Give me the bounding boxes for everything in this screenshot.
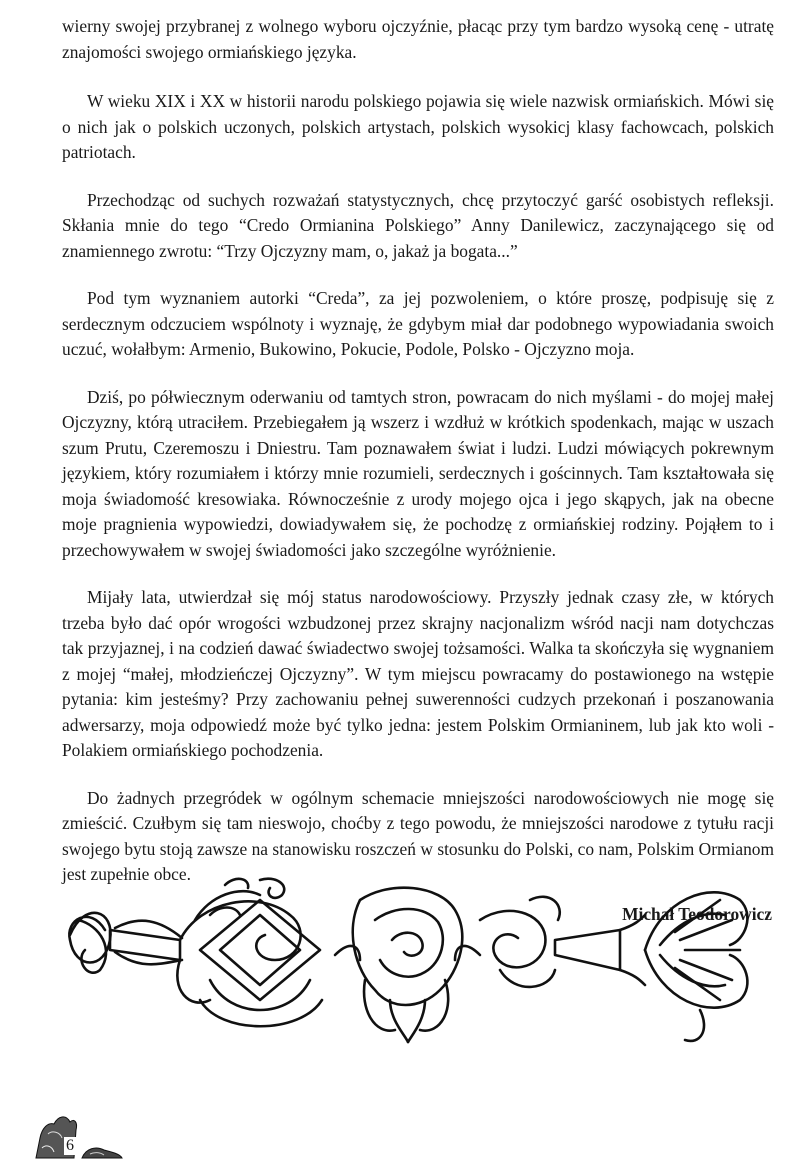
article-body — [62, 14, 774, 925]
paragraph-7: Do żadnych przegródek w ogólnym schemacie mniejszości narodowościowych nie mogę się zmieścić. Czułbym się tam nieswojo, choćby z tego powodu, że mniejszości narodowe z tytułu racji swojego bytu stoją zawsze na stanowisku roszczeń w stosunku do Polski, co nam, Polskim Ormianom jest zupełnie obce. — [62, 787, 774, 884]
author-signature: Michał Teodorowicz — [622, 903, 772, 924]
paragraph-2: W wieku XIX i XX w historii narodu polskiego pojawia się wiele nazwisk ormiańskich. Mówi się o nich jak o polskich uczonych, polskich artystach, polskich wysokicj klasy fachowcach, polskich patriotach. — [62, 91, 774, 162]
paragraph-1: wierny swojej przybranej z wolnego wyboru ojczyźnie, płacąc przy tym bardzo wysoką cenę - utratę znajomości swojego ormiańskiego języka. — [62, 16, 774, 62]
page-number: 6 — [66, 1137, 74, 1154]
paragraph-6: Mijały lata, utwierdzał się mój status narodowościowy. Przyszły jednak czasy złe, w których trzeba było dać opór wrogości wzbudzonej przez skrajny nacjonalizm wśród nacji nam dotychczas tak przyjaznej, i na codzień dawać świadectwo swojej tożsamości. Walka ta skończyła się wygnaniem z mojej “małej, młodzieńczej Ojczyzny”. W tym miejscu powracamy do postawionego na wstępie pytania: kim jesteśmy? Przy zachowaniu pełnej suwerenności cudzych przekonań i poszanowania adwersarzy, moja odpowiedź może być tylko jedna: jestem Polskim Ormianinem, lub jak kto woli - Polakiem ormiańskiego pochodzenia. — [62, 587, 774, 760]
corner-rock-ornament-icon — [34, 1108, 124, 1160]
paragraph-4: Pod tym wyznaniem autorki “Creda”, za jej pozwoleniem, o które proszę, podpisuję się z serdecznym odczuciem wspólnoty i wyznaję, że gdybym miał dar podobnego wypowiadania swoich uczuć, wołałbym: Armenio, Bukowino, Pokucie, Podole, Polsko - Ojczyzno moja. — [62, 288, 774, 359]
paragraph-5: Dziś, po półwiecznym oderwaniu od tamtych stron, powracam do nich myślami - do mojej małej Ojczyzny, którą utraciłem. Przebiegałem ją wszerz i wzdłuż w krótkich spodenkach, mając w uszach szum Prutu, Czeremoszu i Dniestru. Tam poznawałem świat i ludzi. Ludzi mówiących pokrewnym językiem, który rozumiałem i którzy mnie rozumieli, serdecznych i gościnnych. Tam kształtowała się moja świadomość kresowiaka. Równocześnie z urody mojego ojca i jego skąpych, jak na obecne moje pragnienia wypowiedzi, dowiadywałem się, że pochodzę z ormiańskiej rodziny. Pojąłem to i przechowywałem w swojej świadomości jako szczególne wyróżnienie. — [62, 386, 774, 560]
decorative-vine-ornament-icon — [60, 860, 750, 1060]
paragraph-3: Przechodząc od suchych rozważań statystycznych, chcę przytoczyć garść osobistych refleksji. Skłania mnie do tego “Credo Ormianina Polskiego” Anny Danilewicz, zaczynającego się od znamiennego zwrotu: “Trzy Ojczyzny mam, o, jakaż ja bogata...” — [62, 189, 774, 261]
